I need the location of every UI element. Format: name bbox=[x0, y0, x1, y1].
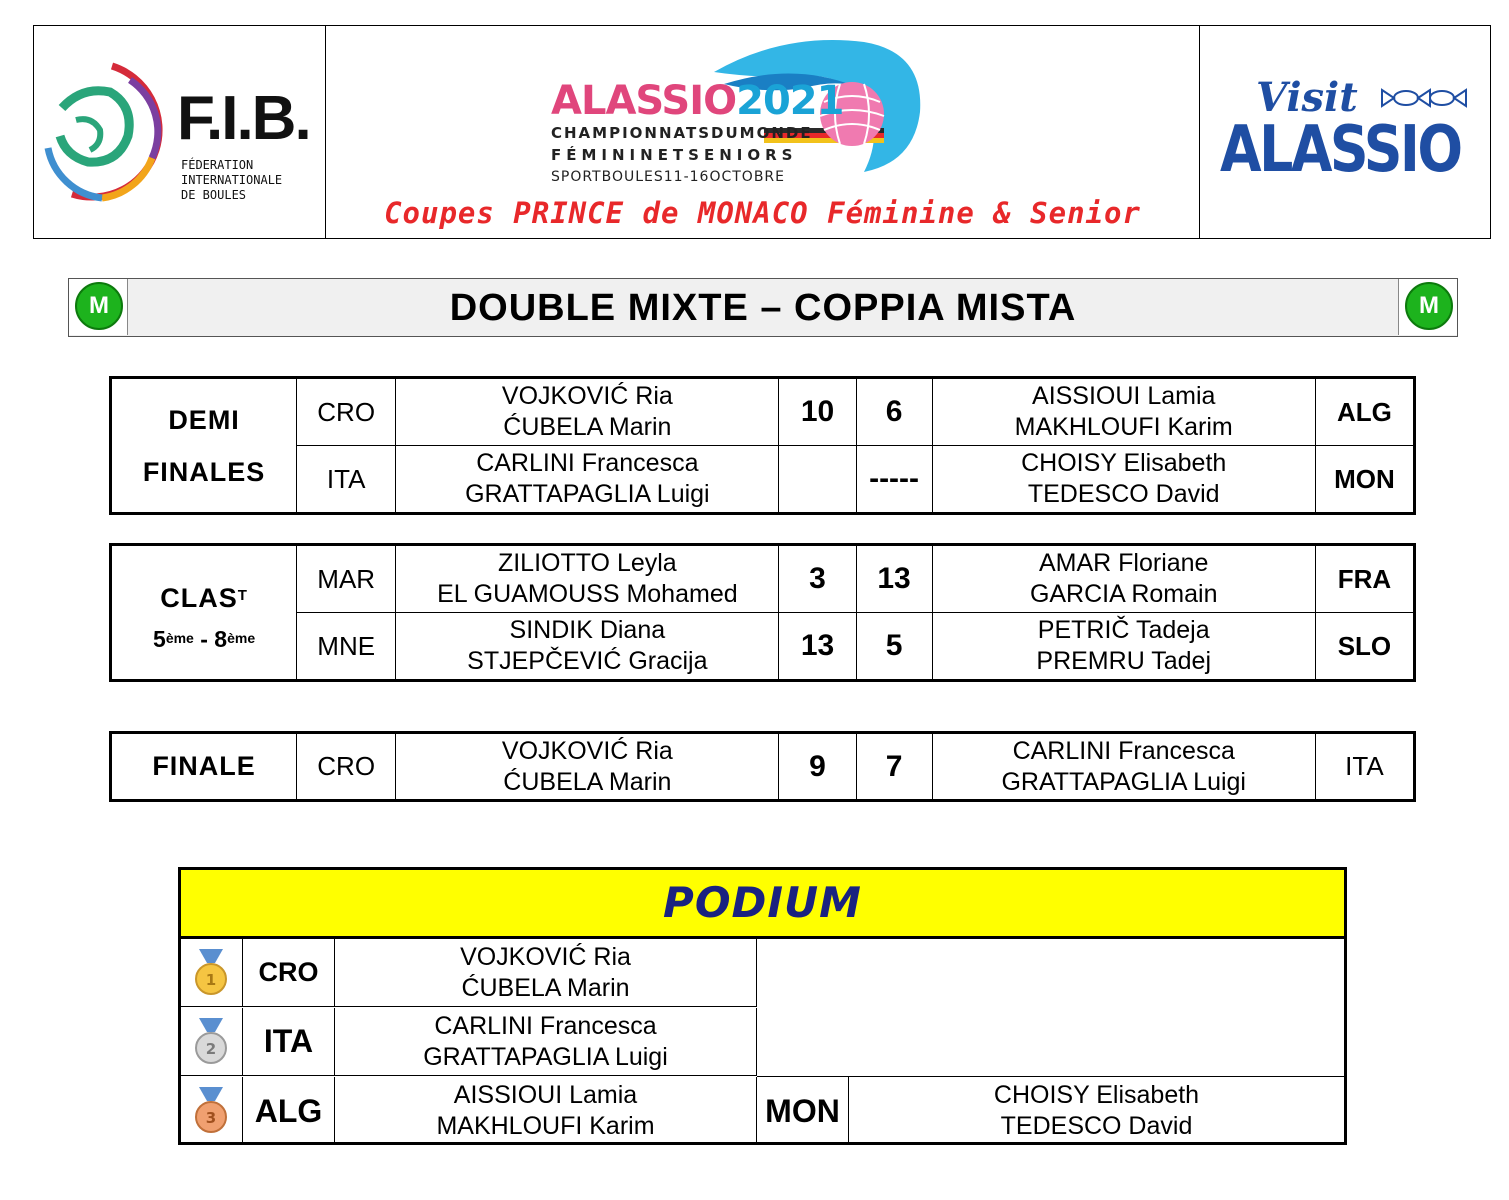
medal-number: 3 bbox=[205, 1109, 217, 1127]
team-players: CARLINI Francesca GRATTAPAGLIA Luigi bbox=[335, 1008, 757, 1075]
podium-row-2 bbox=[181, 1008, 757, 1076]
visit-alassio-cell bbox=[1200, 26, 1490, 238]
team-players: CARLINI Francesca GRATTAPAGLIA Luigi bbox=[932, 733, 1315, 801]
silver-medal-icon bbox=[191, 1018, 231, 1066]
event-line-1: CHAMPIONNATSDUMONDE bbox=[551, 124, 813, 142]
badge-box-right bbox=[1398, 279, 1457, 335]
podium-table bbox=[178, 867, 1347, 1145]
score: 13 bbox=[856, 545, 932, 613]
nation-code: MON bbox=[757, 1077, 849, 1145]
table-row bbox=[111, 545, 1415, 613]
nation-code: ITA bbox=[297, 446, 396, 514]
nation-code: CRO bbox=[297, 733, 396, 801]
nation-code: MAR bbox=[297, 545, 396, 613]
team-players: PETRIČ Tadeja PREMRU Tadej bbox=[932, 613, 1315, 681]
score: 7 bbox=[856, 733, 932, 801]
team-players: VOJKOVIĆ Ria ĆUBELA Marin bbox=[396, 733, 779, 801]
event-line-3: SPORTBOULES11-16OCTOBRE bbox=[551, 169, 785, 185]
podium-title: PODIUM bbox=[663, 878, 862, 927]
score: 5 bbox=[856, 613, 932, 681]
table-row bbox=[111, 733, 1415, 801]
podium-row-1 bbox=[181, 939, 757, 1007]
nation-code: SLO bbox=[1315, 613, 1414, 681]
nation-code: ALG bbox=[1315, 378, 1414, 446]
nation-code: MON bbox=[1315, 446, 1414, 514]
event-line-2: FÉMININETSENIORS bbox=[551, 146, 798, 164]
medal-cell bbox=[181, 939, 243, 1006]
medal-number: 1 bbox=[205, 971, 217, 989]
nation-code: ITA bbox=[243, 1008, 335, 1075]
bronze-medal-icon bbox=[191, 1087, 231, 1135]
category-banner bbox=[68, 278, 1458, 337]
team-players: CARLINI Francesca GRATTAPAGLIA Luigi bbox=[396, 446, 779, 514]
team-players: VOJKOVIĆ Ria ĆUBELA Marin bbox=[396, 378, 779, 446]
podium-empty-cell bbox=[757, 939, 1344, 1077]
phase-label: DEMI FINALES bbox=[111, 378, 297, 514]
score: 10 bbox=[779, 378, 856, 446]
score: 6 bbox=[856, 378, 932, 446]
fib-logo-icon bbox=[42, 58, 172, 208]
score bbox=[779, 446, 856, 514]
team-players: CHOISY Elisabeth TEDESCO David bbox=[993, 1081, 1200, 1140]
event-logo-cell bbox=[326, 26, 1200, 238]
fib-letters: F.I.B. bbox=[177, 84, 310, 153]
gold-medal-icon bbox=[191, 949, 231, 997]
fib-subtitle: FÉDERATION INTERNATIONALE DE BOULES bbox=[181, 158, 283, 202]
phase-label: FINALE bbox=[111, 733, 297, 801]
nation-code: ALG bbox=[243, 1077, 335, 1145]
nation-code: FRA bbox=[1315, 545, 1414, 613]
nation-code: ITA bbox=[1315, 733, 1414, 801]
phase-label: $CLAS^T$ 5ème - 8ème bbox=[111, 545, 297, 681]
table-row bbox=[111, 378, 1415, 446]
medal-cell bbox=[181, 1008, 243, 1075]
visit-alassio-name: ALASSIO bbox=[1220, 113, 1461, 187]
podium-row-3 bbox=[181, 1077, 1344, 1145]
final-table bbox=[109, 731, 1416, 802]
category-title: DOUBLE MIXTE – COPPIA MISTA bbox=[449, 287, 1077, 329]
podium-header bbox=[181, 870, 1344, 939]
event-title: ALASSIO2021 bbox=[551, 78, 844, 124]
team-players: ZILIOTTO Leyla EL GUAMOUSS Mohamed bbox=[396, 545, 779, 613]
team-players: SINDIK Diana STJEPČEVIĆ Gracija bbox=[396, 613, 779, 681]
nation-code: CRO bbox=[297, 378, 396, 446]
m-badge-icon: M bbox=[1405, 282, 1453, 330]
candy-decoration-icon bbox=[1378, 86, 1470, 110]
nation-code: CRO bbox=[243, 939, 335, 1006]
team-players: CHOISY Elisabeth TEDESCO David bbox=[932, 446, 1315, 514]
m-badge-icon: M bbox=[75, 282, 123, 330]
team-players: AISSIOUI Lamia MAKHLOUFI Karim bbox=[932, 378, 1315, 446]
header bbox=[33, 25, 1491, 239]
nation-code: MNE bbox=[297, 613, 396, 681]
team-players: AMAR Floriane GARCIA Romain bbox=[932, 545, 1315, 613]
classification-table bbox=[109, 543, 1416, 682]
visit-script: Visit bbox=[1256, 74, 1358, 121]
semifinals-table bbox=[109, 376, 1416, 515]
team-players: AISSIOUI Lamia MAKHLOUFI Karim bbox=[335, 1077, 757, 1145]
score: 13 bbox=[779, 613, 856, 681]
score: ----- bbox=[856, 446, 932, 514]
table-row bbox=[111, 446, 1415, 514]
score: 3 bbox=[779, 545, 856, 613]
team-players: VOJKOVIĆ Ria ĆUBELA Marin bbox=[335, 939, 757, 1006]
medal-number: 2 bbox=[205, 1040, 217, 1058]
medal-cell bbox=[181, 1077, 243, 1145]
score: 9 bbox=[779, 733, 856, 801]
cup-title: Coupes PRINCE de MONACO Féminine & Senior bbox=[384, 196, 1141, 230]
fib-logo-cell bbox=[34, 26, 326, 238]
table-row bbox=[111, 613, 1415, 681]
